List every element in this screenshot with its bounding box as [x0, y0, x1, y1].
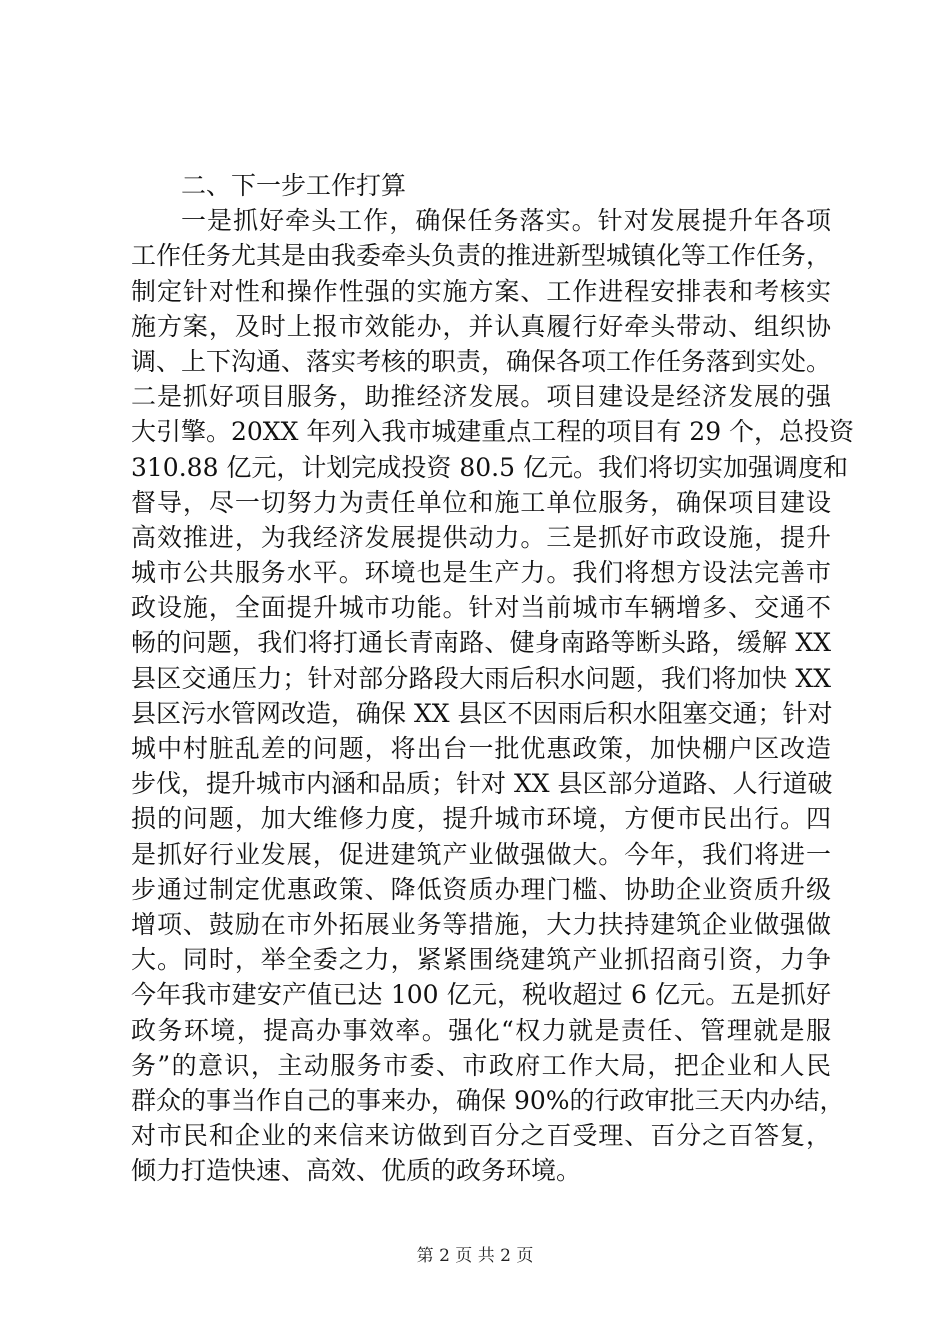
paragraph-line: 施方案，及时上报市效能办，并认真履行好牵头带动、组织协 — [131, 311, 831, 341]
page-number-label: 第 2 页 共 2 页 — [416, 1246, 534, 1266]
paragraph-line: 一是抓好牵头工作，确保任务落实。针对发展提升年各项 — [181, 206, 831, 236]
paragraph-line: 政务环境，提高办事效率。强化“权力就是责任、管理就是服 — [131, 1015, 831, 1045]
paragraph-line: 政设施，全面提升城市功能。针对当前城市车辆增多、交通不 — [131, 593, 831, 623]
paragraph-line: 高效推进，为我经济发展提供动力。三是抓好市政设施，提升 — [131, 522, 831, 552]
paragraph-line: 县区污水管网改造，确保 XX 县区不因雨后积水阻塞交通；针对 — [131, 698, 833, 728]
paragraph-line: 二是抓好项目服务，助推经济发展。项目建设是经济发展的强 — [131, 382, 831, 412]
paragraph-line: 工作任务尤其是由我委牵头负责的推进新型城镇化等工作任务， — [131, 241, 832, 271]
paragraph-line: 步伐，提升城市内涵和品质；针对 XX 县区部分道路、人行道破 — [131, 769, 833, 799]
paragraph-line: 310.88 亿元，计划完成投资 80.5 亿元。我们将切实加强调度和 — [131, 452, 848, 482]
section-heading: 二、下一步工作打算 — [181, 171, 407, 200]
paragraph-line: 损的问题，加大维修力度，提升城市环境，方便市民出行。四 — [131, 804, 831, 834]
paragraph-line: 今年我市建安产值已达 100 亿元，税收超过 6 亿元。五是抓好 — [131, 980, 831, 1010]
paragraph-line: 倾力打造快速、高效、优质的政务环境。 — [131, 1156, 582, 1186]
paragraph-line: 城市公共服务水平。环境也是生产力。我们将想方设法完善市 — [131, 558, 831, 588]
paragraph-line: 步通过制定优惠政策、降低资质办理门槛、协助企业资质升级 — [131, 874, 831, 904]
paragraph-line: 群众的事当作自己的事来办，确保 90%的行政审批三天内办结， — [131, 1085, 845, 1115]
paragraph-line: 县区交通压力；针对部分路段大雨后积水问题，我们将加快 XX — [131, 663, 831, 693]
paragraph-line: 大引擎。20XX 年列入我市城建重点工程的项目有 29 个，总投资 — [131, 417, 855, 447]
paragraph-line: 是抓好行业发展，促进建筑产业做强做大。今年，我们将进一 — [131, 839, 831, 869]
paragraph-line: 增项、鼓励在市外拓展业务等措施，大力扶持建筑企业做强做 — [131, 909, 831, 939]
paragraph-line: 对市民和企业的来信来访做到百分之百受理、百分之百答复， — [131, 1121, 831, 1151]
paragraph-line: 城中村脏乱差的问题，将出台一批优惠政策，加快棚户区改造 — [131, 734, 831, 763]
paragraph-line: 督导，尽一切努力为责任单位和施工单位服务，确保项目建设 — [131, 487, 831, 517]
body-text — [131, 168, 855, 1188]
paragraph-line: 制定针对性和操作性强的实施方案、工作进程安排表和考核实 — [131, 276, 831, 306]
page-footer — [0, 1244, 950, 1268]
paragraph-line: 大。同时，举全委之力，紧紧围绕建筑产业抓招商引资，力争 — [131, 945, 831, 975]
paragraph-line: 调、上下沟通、落实考核的职责，确保各项工作任务落到实处。 — [131, 346, 832, 376]
paragraph-line: 畅的问题，我们将打通长青南路、健身南路等断头路，缓解 XX — [131, 628, 831, 658]
paragraph-line: 务”的意识，主动服务市委、市政府工作大局，把企业和人民 — [131, 1050, 831, 1080]
